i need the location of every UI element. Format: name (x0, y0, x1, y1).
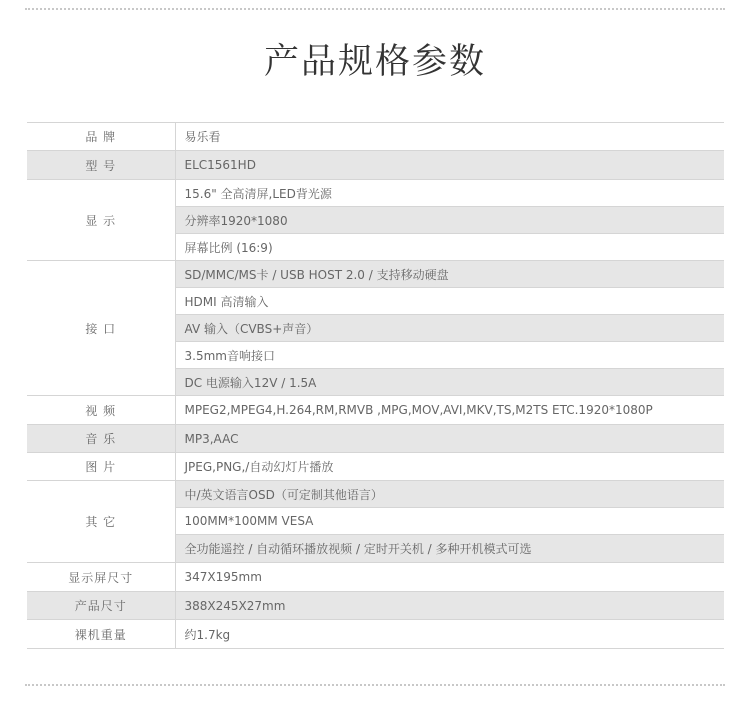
row-label-video: 视 频 (27, 396, 175, 425)
table-row (27, 620, 724, 649)
row-value: DC 电源输入12V / 1.5A (175, 369, 724, 396)
row-value: 中/英文语言OSD（可定制其他语言） (175, 481, 724, 508)
row-value: 易乐看 (175, 123, 724, 151)
row-value: HDMI 高清输入 (175, 288, 724, 315)
row-label-product-size: 产品尺寸 (27, 592, 175, 620)
row-label-interface: 接 口 (27, 261, 175, 396)
row-value: MP3,AAC (175, 425, 724, 453)
page-title: 产品规格参数 (263, 42, 486, 82)
table-row (27, 180, 724, 207)
row-value: 347X195mm (175, 563, 724, 592)
top-dotted-divider (25, 8, 725, 10)
bottom-dotted-divider (25, 684, 725, 686)
table-row (27, 396, 724, 425)
row-value: 15.6" 全高清屏,LED背光源 (175, 180, 724, 207)
row-value: AV 输入（CVBS+声音） (175, 315, 724, 342)
table-row (27, 425, 724, 453)
row-value: 屏幕比例 (16:9) (175, 234, 724, 261)
table-row (27, 563, 724, 592)
row-label-model: 型 号 (27, 151, 175, 180)
row-value: MPEG2,MPEG4,H.264,RM,RMVB ,MPG,MOV,AVI,MKV,TS,M2TS ETC.1920*1080P (175, 396, 724, 425)
table-row (27, 151, 724, 180)
row-label-brand: 品 牌 (27, 123, 175, 151)
table-row (27, 453, 724, 481)
table-row (27, 261, 724, 288)
row-value: SD/MMC/MS卡 / USB HOST 2.0 / 支持移动硬盘 (175, 261, 724, 288)
row-value: 388X245X27mm (175, 592, 724, 620)
row-label-music: 音 乐 (27, 425, 175, 453)
row-value: 100MM*100MM VESA (175, 508, 724, 535)
row-label-picture: 图 片 (27, 453, 175, 481)
row-value: ELC1561HD (175, 151, 724, 180)
row-label-screen-size: 显示屏尺寸 (27, 563, 175, 592)
row-label-other: 其 它 (27, 481, 175, 563)
row-label-weight: 裸机重量 (27, 620, 175, 649)
row-value: 全功能遥控 / 自动循环播放视频 / 定时开关机 / 多种开机模式可选 (175, 535, 724, 563)
row-value: 3.5mm音响接口 (175, 342, 724, 369)
row-value: JPEG,PNG,/自动幻灯片播放 (175, 453, 724, 481)
table-row (27, 481, 724, 508)
row-label-display: 显 示 (27, 180, 175, 261)
table-row (27, 123, 724, 151)
table-row (27, 592, 724, 620)
row-value: 分辨率1920*1080 (175, 207, 724, 234)
row-value: 约1.7kg (175, 620, 724, 649)
spec-table (27, 122, 724, 649)
